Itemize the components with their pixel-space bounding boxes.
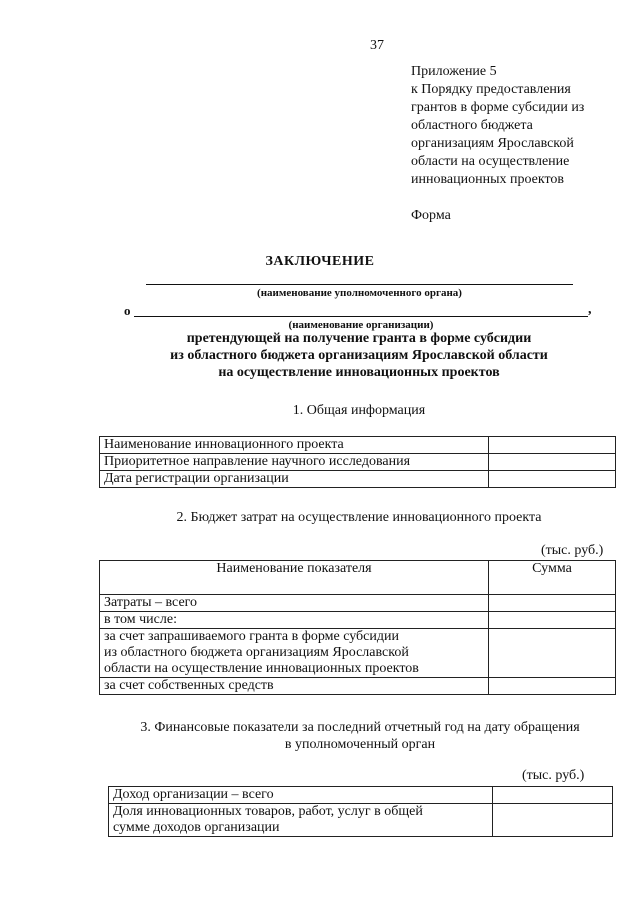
subtitle-line: на осуществление инновационных проектов <box>218 365 500 380</box>
row-label-line: за счет запрашиваемого гранта в форме субсидии <box>104 629 399 644</box>
document-subtitle <box>0 330 640 381</box>
row-label-line: сумме доходов организации <box>113 820 280 835</box>
value-cell[interactable] <box>489 678 616 695</box>
page-number: 37 <box>370 38 384 53</box>
row-label: в том числе: <box>100 612 489 629</box>
row-label: Затраты – всего <box>100 595 489 612</box>
column-header: Наименование показателя <box>100 561 489 595</box>
section3-heading-line: 3. Финансовые показатели за последний отчетный год на дату обращения <box>140 720 580 735</box>
section3-heading <box>110 719 610 753</box>
form-label: Форма <box>411 208 451 223</box>
subtitle-line: из областного бюджета организациям Ярославской области <box>170 348 548 363</box>
row-label: Доход организации – всего <box>109 787 493 804</box>
document-title: ЗАКЛЮЧЕНИЕ <box>265 254 375 269</box>
table-row <box>100 595 616 612</box>
table-row <box>100 629 616 678</box>
table-row <box>109 804 613 837</box>
appendix-line: к Порядку предоставления <box>411 82 571 97</box>
about-suffix: , <box>588 302 592 317</box>
column-header: Сумма <box>489 561 616 595</box>
appendix-line: области на осуществление <box>411 154 570 169</box>
authority-blank-line[interactable] <box>146 284 573 285</box>
row-label: Приоритетное направление научного исследования <box>100 454 489 471</box>
section2-heading: 2. Бюджет затрат на осуществление инновационного проекта <box>176 510 542 525</box>
subtitle-line: претендующей на получение гранта в форме субсидии <box>186 331 532 346</box>
value-cell[interactable] <box>489 437 616 454</box>
appendix-line: инновационных проектов <box>411 172 565 187</box>
value-cell[interactable] <box>493 804 613 837</box>
row-label-line: Доля инновационных товаров, работ, услуг в общей <box>113 804 423 819</box>
financial-table <box>108 786 613 837</box>
table-header-row <box>100 561 616 595</box>
value-cell[interactable] <box>493 787 613 804</box>
value-cell[interactable] <box>489 471 616 488</box>
appendix-line: организациям Ярославской <box>411 136 574 151</box>
appendix-line: Приложение 5 <box>411 64 497 79</box>
organization-caption: (наименование организации) <box>288 319 434 331</box>
section2-unit: (тыс. руб.) <box>541 543 604 558</box>
about-prefix: о <box>124 303 131 318</box>
appendix-line: областного бюджета <box>411 118 533 133</box>
table-row <box>109 787 613 804</box>
value-cell[interactable] <box>489 454 616 471</box>
table-row <box>100 437 616 454</box>
value-cell[interactable] <box>489 595 616 612</box>
row-label <box>100 629 489 678</box>
general-info-table <box>99 436 616 488</box>
table-row <box>100 454 616 471</box>
row-label: Наименование инновационного проекта <box>100 437 489 454</box>
row-label-line: из областного бюджета организациям Ярославской <box>104 645 409 660</box>
table-row <box>100 612 616 629</box>
table-row <box>100 678 616 695</box>
budget-table <box>99 560 616 695</box>
row-label <box>109 804 493 837</box>
appendix-block <box>411 63 626 225</box>
appendix-line: грантов в форме субсидии из <box>411 100 585 115</box>
section3-heading-line: в уполномоченный орган <box>284 737 436 752</box>
authority-caption: (наименование уполномоченного органа) <box>257 287 462 299</box>
value-cell[interactable] <box>489 612 616 629</box>
table-row <box>100 471 616 488</box>
row-label: за счет собственных средств <box>100 678 489 695</box>
section1-heading: 1. Общая информация <box>292 403 426 418</box>
row-label: Дата регистрации организации <box>100 471 489 488</box>
row-label-line: области на осуществление инновационных проектов <box>104 661 419 676</box>
value-cell[interactable] <box>489 629 616 678</box>
organization-blank-line[interactable] <box>134 316 588 317</box>
section3-unit: (тыс. руб.) <box>522 768 585 783</box>
